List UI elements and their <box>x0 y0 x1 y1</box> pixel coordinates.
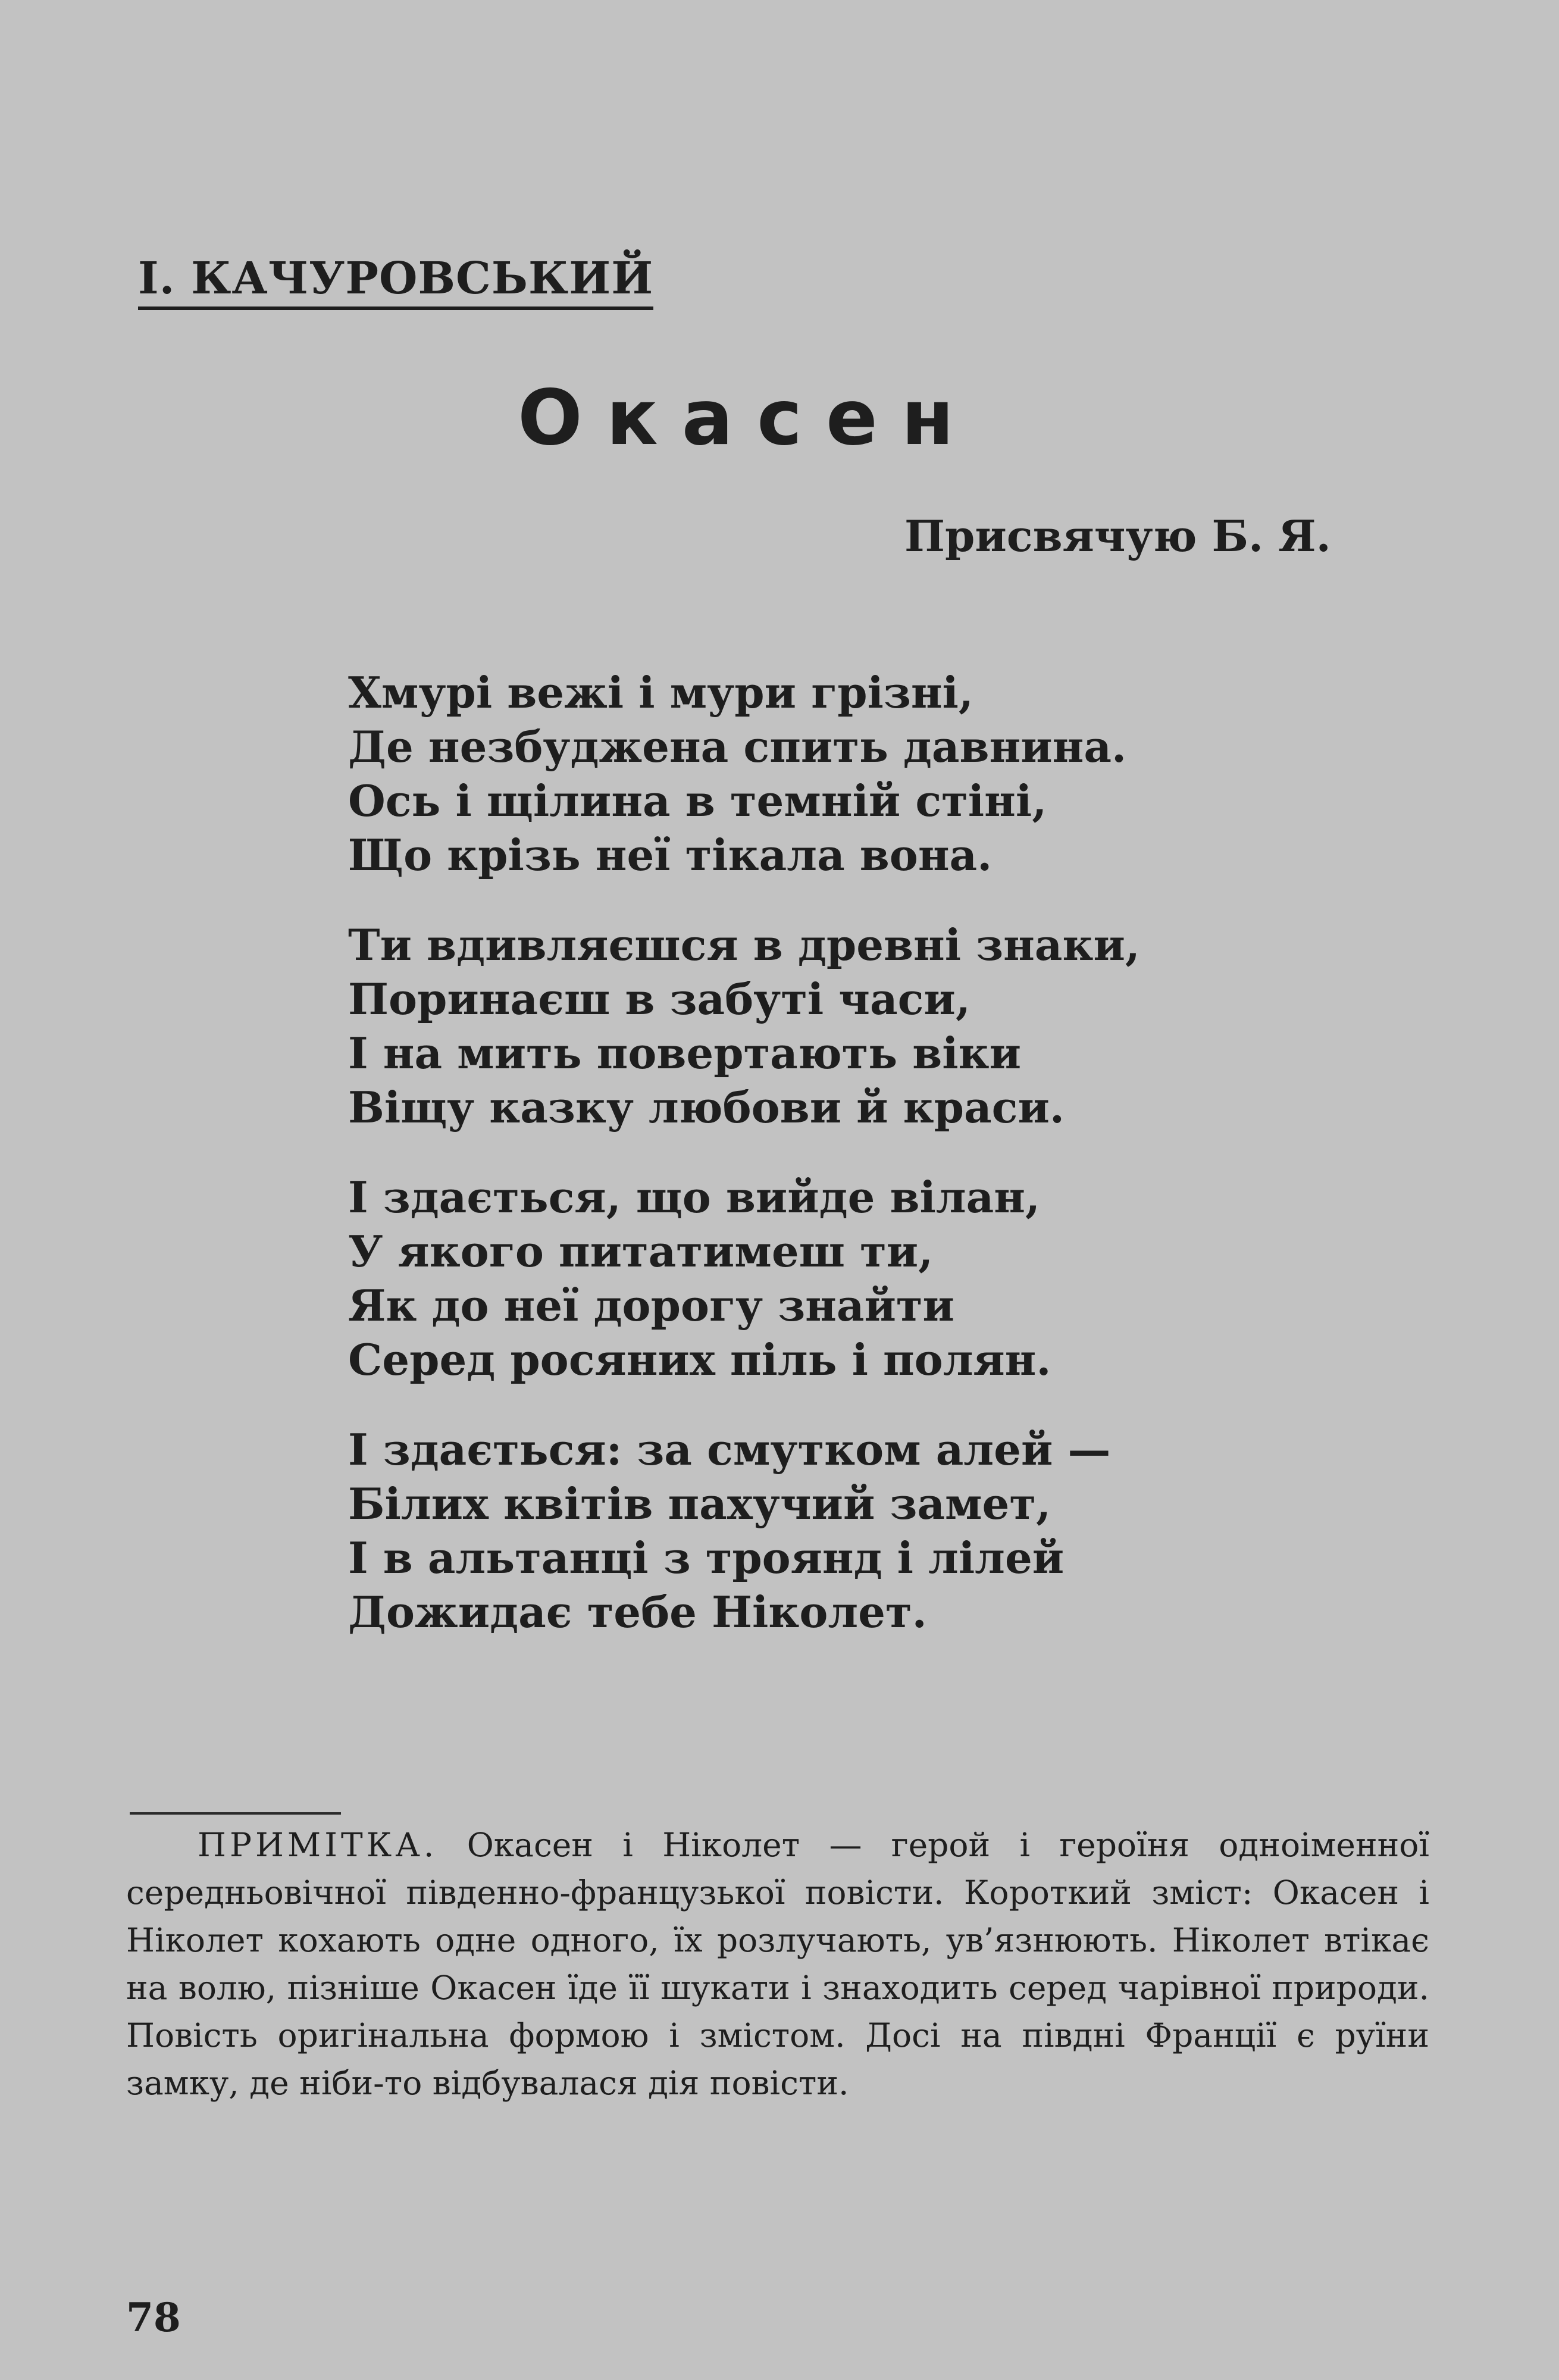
poem-line: І в альтанці з троянд і лілей <box>348 1533 1065 1583</box>
footnote <box>126 1821 1429 2107</box>
footnote-divider <box>130 1812 341 1815</box>
poem-line: Хмурі вежі і мури грізні, <box>348 667 973 718</box>
poem-line: Ти вдивляєшся в древні знаки, <box>348 920 1140 970</box>
poem-line: І здається: за смутком алей — <box>348 1424 1111 1475</box>
poem-line: Білих квітів пахучий замет, <box>348 1478 1051 1529</box>
stanza <box>348 665 1140 882</box>
stanza <box>348 1170 1140 1387</box>
poem-line: І здається, що вийде вілан, <box>348 1172 1041 1222</box>
footnote-text: Окасен і Ніколет — герой і героїня одноіменної середньовічної південно-французької повісти. Короткий зміст: Окасен і Ніколет кохають одне одного, їх розлучають, ув’язнюють. Ніколет втікає на волю, пізніше Окасен їде її шукати і знаходить серед чарівної природи. Повість оригінальна формою і змістом. Досі на півдні Франції є руїни замку, де ніби-то відбувалася дія повісти. <box>126 1826 1429 2102</box>
stanza <box>348 918 1140 1134</box>
poem-line: Де незбуджена спить давнина. <box>348 721 1127 772</box>
poem-title: Окасен <box>518 374 978 462</box>
poem-line: Ось і щілина в темній стіні, <box>348 775 1047 826</box>
dedication: Присвячую Б. Я. <box>904 511 1331 561</box>
poem-line: Що крізь неї тікала вона. <box>348 830 993 880</box>
poem-line: У якого питатимеш ти, <box>348 1226 934 1277</box>
author-name: І. КАЧУРОВСЬКИЙ <box>138 253 653 310</box>
poem-body <box>348 665 1140 1675</box>
poem-line: Серед росяних піль і полян. <box>348 1334 1051 1385</box>
stanza <box>348 1422 1140 1639</box>
poem-line: Поринаєш в забуті часи, <box>348 974 971 1024</box>
poem-line: Як до неї дорогу знайти <box>348 1280 954 1331</box>
poem-line: І на мить повертають віки <box>348 1028 1021 1078</box>
poem-line: Дожидає тебе Ніколет. <box>348 1587 927 1637</box>
poem-line: Віщу казку любови й краси. <box>348 1082 1065 1133</box>
page-number: 78 <box>126 2294 181 2341</box>
footnote-label: ПРИМІТКА. <box>198 1826 438 1864</box>
